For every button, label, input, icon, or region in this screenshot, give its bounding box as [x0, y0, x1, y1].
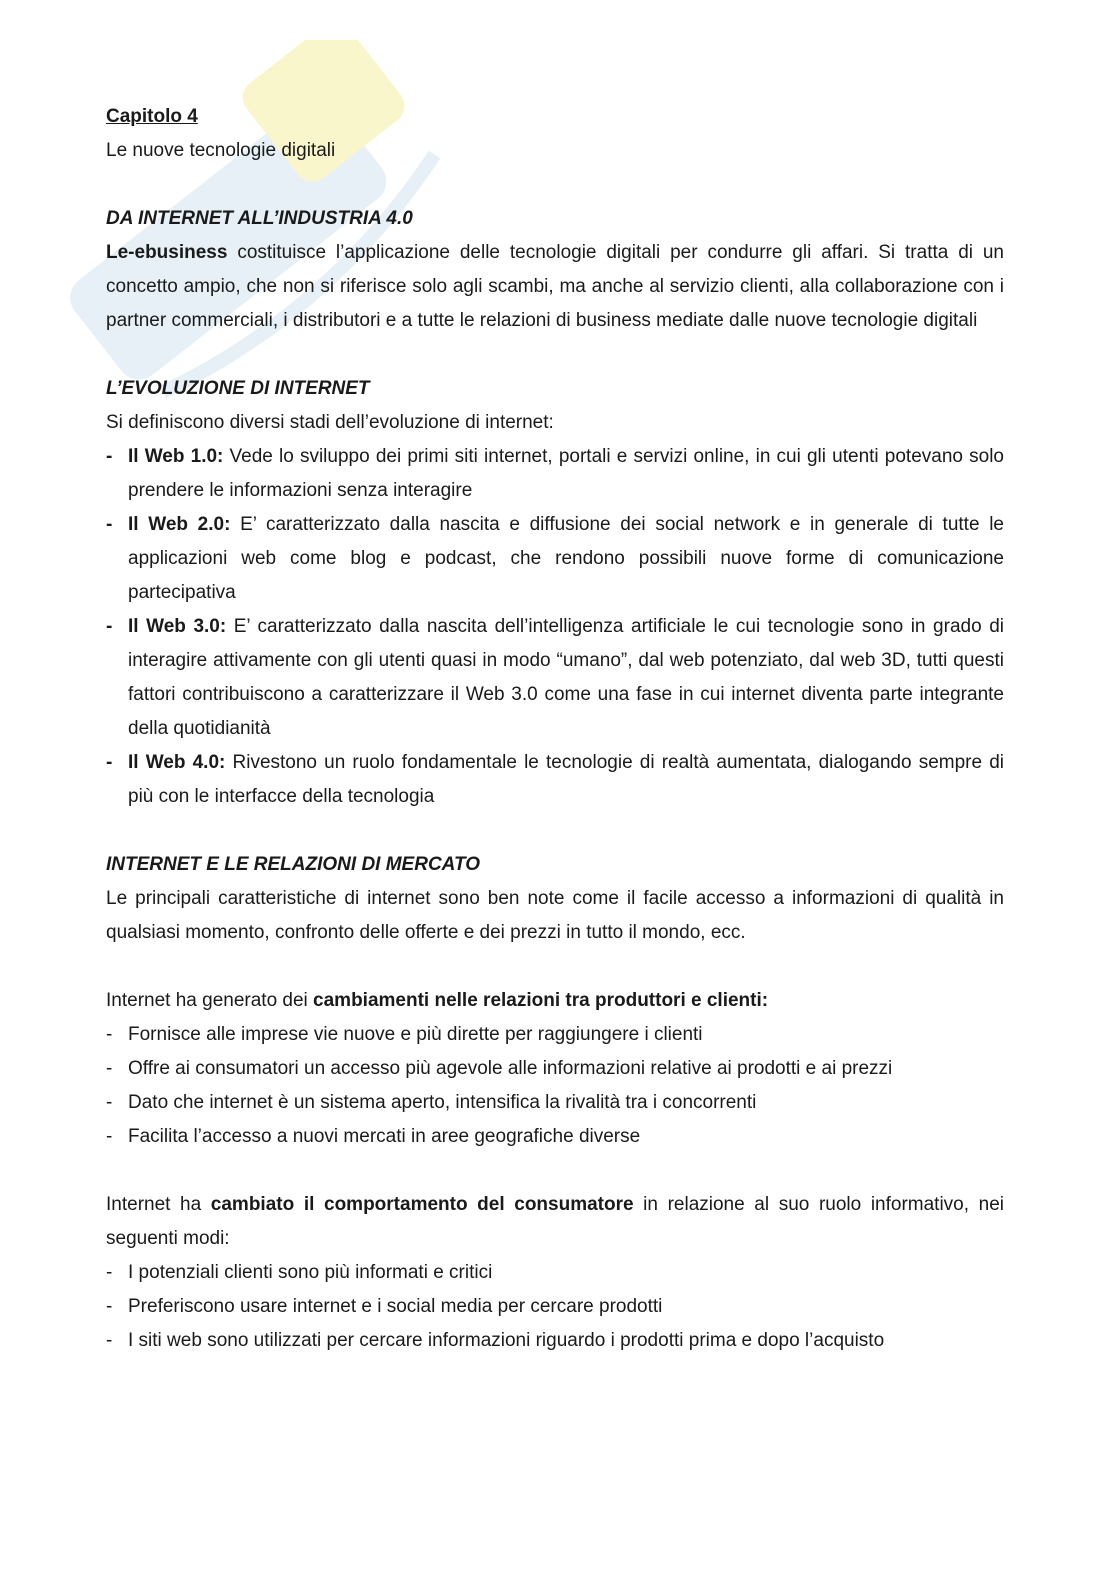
chapter-subtitle: Le nuove tecnologie digitali [106, 140, 336, 161]
list-item: - Il Web 3.0: E’ caratterizzato dalla nascita dell’intelligenza artificiale le cui tecnologie sono in grado di interagire attivamente con gli utenti quasi in modo “umano”, dal web potenziato, dal web 3D, tutti questi fattori contribuiscono a caratterizzare il Web 3.0 come una fase in cui internet diventa parte integrante della quotidianità [106, 616, 1004, 739]
list-item: - Dato che internet è un sistema aperto, intensifica la rivalità tra i concorrenti [106, 1092, 757, 1113]
web-stages-list [106, 440, 1004, 814]
document-page [106, 100, 1004, 1358]
list-item: - Il Web 4.0: Rivestono un ruolo fondamentale le tecnologie di realtà aumentata, dialogando sempre di più con le interfacce della tecnologia [106, 752, 1004, 807]
mercato-intro: Le principali caratteristiche di internet sono ben note come il facile accesso a informazioni di qualità in qualsiasi momento, confronto delle offerte e dei prezzi in tutto il mondo, ecc. [106, 888, 1004, 943]
section-heading-evoluzione: L’EVOLUZIONE DI INTERNET [106, 378, 370, 399]
comportamento-list [106, 1256, 1004, 1358]
ebusiness-text: costituisce l’applicazione delle tecnologie digitali per condurre gli affari. Si tratta di un concetto ampio, che non si riferisce solo agli scambi, ma anche al servizio clienti, alla collaborazione con i partner commerciali, i distributori e a tutte le relazioni di business mediate dalle nuove tecnologie digitali [106, 242, 1004, 331]
list-item: - Preferiscono usare internet e i social media per cercare prodotti [106, 1296, 663, 1317]
list-item: - I potenziali clienti sono più informati e critici [106, 1262, 493, 1283]
list-item: - Il Web 2.0: E’ caratterizzato dalla nascita e diffusione dei social network e in generale di tutte le applicazioni web come blog e podcast, che rendono possibili nuove forme di comunicazione partecipativa [106, 514, 1004, 603]
produttori-clienti-list [106, 1018, 1004, 1154]
section-heading-industria: DA INTERNET ALL’INDUSTRIA 4.0 [106, 208, 413, 229]
list-item: - Fornisce alle imprese vie nuove e più dirette per raggiungere i clienti [106, 1024, 703, 1045]
comportamento-paragraph: Internet ha cambiato il comportamento del consumatore in relazione al suo ruolo informativo, nei seguenti modi: [106, 1194, 1004, 1249]
chapter-title: Capitolo 4 [106, 106, 198, 127]
section-heading-mercato: INTERNET E LE RELAZIONI DI MERCATO [106, 854, 481, 875]
ebusiness-paragraph [106, 236, 1004, 338]
list-item: - Facilita l’accesso a nuovi mercati in aree geografiche diverse [106, 1126, 641, 1147]
list-item: - Il Web 1.0: Vede lo sviluppo dei primi siti internet, portali e servizi online, in cui gli utenti potevano solo prendere le informazioni senza interagire [106, 446, 1004, 501]
list-item: - I siti web sono utilizzati per cercare informazioni riguardo i prodotti prima e dopo l’acquisto [106, 1330, 885, 1351]
produttori-clienti-paragraph: Internet ha generato dei cambiamenti nelle relazioni tra produttori e clienti: [106, 990, 769, 1011]
ebusiness-term: Le-ebusiness [106, 242, 228, 263]
list-item: - Offre ai consumatori un accesso più agevole alle informazioni relative ai prodotti e ai prezzi [106, 1058, 893, 1079]
evoluzione-intro: Si definiscono diversi stadi dell’evoluzione di internet: [106, 412, 554, 433]
